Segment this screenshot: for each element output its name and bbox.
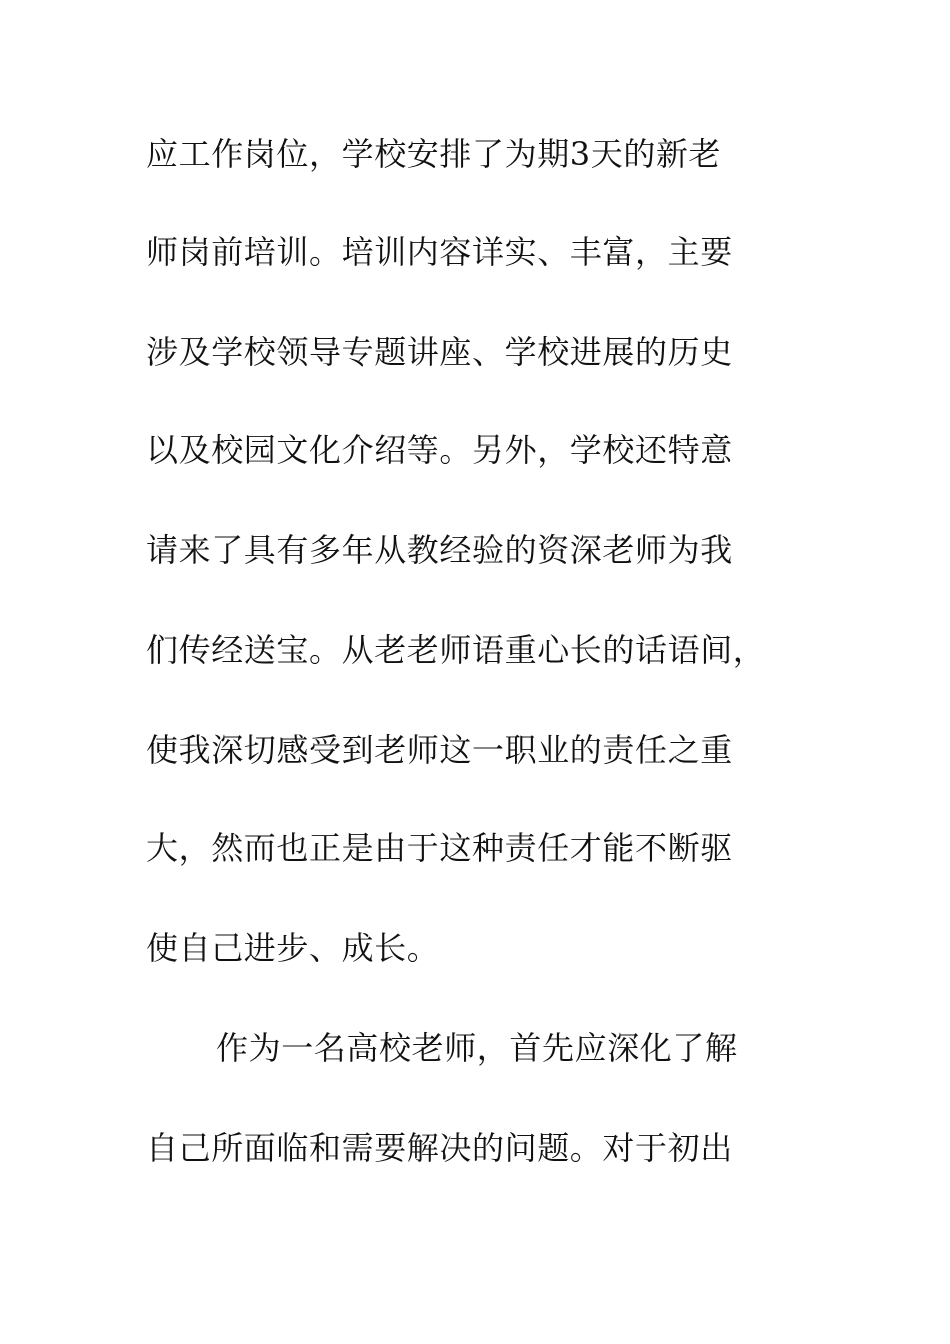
text-line: 涉及学校领导专题讲座、学校进展的历史 bbox=[146, 333, 733, 371]
text-line: 请来了具有多年从教经验的资深老师为我 bbox=[146, 531, 733, 569]
text-line: 使自己进步、成长。 bbox=[146, 929, 440, 967]
text-line: 们传经送宝。从老老师语重心长的话语间， bbox=[146, 631, 766, 669]
text-line: 使我深切感受到老师这一职业的责任之重 bbox=[146, 731, 733, 769]
text-line: 以及校园文化介绍等。另外，学校还特意 bbox=[146, 431, 733, 469]
text-line-indented: 作为一名高校老师，首先应深化了解 bbox=[216, 1029, 738, 1067]
text-line: 师岗前培训。培训内容详实、丰富，主要 bbox=[146, 233, 733, 271]
text-line: 应工作岗位，学校安排了为期3天的新老 bbox=[146, 135, 722, 173]
text-line: 自己所面临和需要解决的问题。对于初出 bbox=[146, 1129, 733, 1167]
text-line: 大，然而也正是由于这种责任才能不断驱 bbox=[146, 829, 733, 867]
